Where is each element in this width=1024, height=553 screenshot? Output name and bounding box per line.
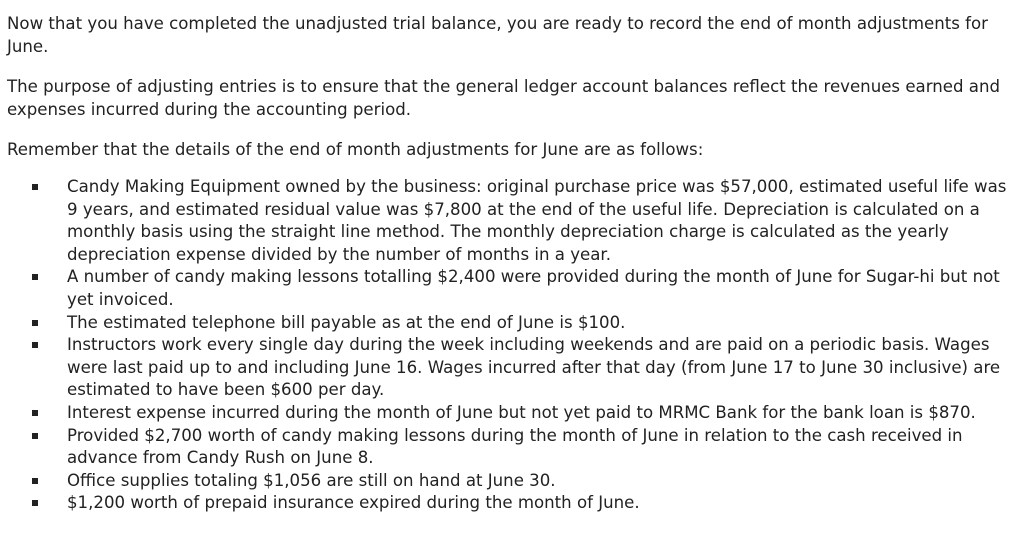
bullet-icon: [32, 410, 38, 416]
list-item-text: Instructors work every single day during the week including weekends and are paid on a periodic basis. Wages were last paid up to and including June 16. Wages incurred after that day (from June 17 to June 30 inclusive) are estimated to have been $600 per day.: [67, 335, 1001, 400]
list-item: [7, 312, 1019, 335]
document-body: [7, 13, 1019, 515]
bullet-icon: [32, 500, 38, 506]
bullet-icon: [32, 478, 38, 484]
list-item: [7, 266, 1019, 311]
list-item-text: Candy Making Equipment owned by the business: original purchase price was $57,000, estimated useful life was 9 years, and estimated residual value was $7,800 at the end of the useful life. Depreciation is calculated on a monthly basis using the straight line method. The monthly depreciation charge is calculated as the yearly depreciation expense divided by the number of months in a year.: [67, 176, 1007, 264]
list-item-text: Office supplies totaling $1,056 are still on hand at June 30.: [67, 470, 556, 490]
list-item-text: The estimated telephone bill payable as at the end of June is $100.: [67, 312, 626, 332]
bullet-icon: [32, 342, 38, 348]
list-item-text: Interest expense incurred during the month of June but not yet paid to MRMC Bank for the bank loan is $870.: [67, 402, 976, 422]
list-item: [7, 402, 1019, 425]
intro-paragraph-2: The purpose of adjusting entries is to ensure that the general ledger account balances reflect the revenues earned and expenses incurred during the accounting period.: [7, 77, 1000, 119]
list-item: [7, 176, 1019, 266]
bullet-icon: [32, 320, 38, 326]
list-item: [7, 492, 1019, 515]
intro-paragraph-3: Remember that the details of the end of month adjustments for June are as follows:: [7, 140, 704, 160]
list-item: [7, 470, 1019, 493]
intro-paragraph-1: Now that you have completed the unadjusted trial balance, you are ready to record the end of month adjustments for June.: [7, 14, 988, 56]
list-item-text: A number of candy making lessons totalling $2,400 were provided during the month of June for Sugar-hi but not yet invoiced.: [67, 267, 1000, 309]
list-item: [7, 334, 1019, 402]
bullet-icon: [32, 184, 38, 190]
list-item-text: $1,200 worth of prepaid insurance expired during the month of June.: [67, 493, 640, 513]
bullet-icon: [32, 274, 38, 280]
adjustments-list: [7, 176, 1019, 515]
list-item: [7, 425, 1019, 470]
bullet-icon: [32, 433, 38, 439]
list-item-text: Provided $2,700 worth of candy making lessons during the month of June in relation to the cash received in advance from Candy Rush on June 8.: [67, 425, 963, 468]
